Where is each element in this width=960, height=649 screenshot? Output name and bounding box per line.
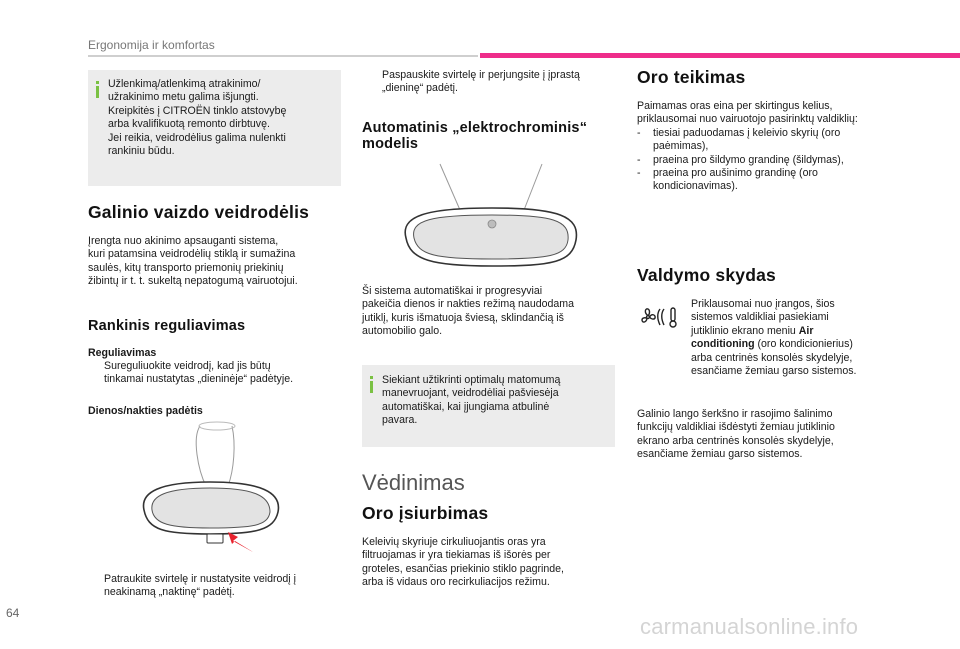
text-line: „dieninę“ padėtį.: [382, 82, 458, 95]
text-line: Keleivių skyriuje cirkuliuojantis oras yra: [362, 536, 546, 548]
text-line: neakinamą „naktinę“ padėtį.: [104, 586, 235, 599]
text-line: pavara.: [382, 414, 418, 427]
text-line: priklausomai nuo vairuotojo pasirinktų valdiklių:: [637, 113, 858, 126]
text-line: automatiškai, kai įjungiama atbulinė: [382, 400, 550, 413]
text-line: Kreipkitės į CITROËN tinklo atstovybę: [108, 104, 287, 117]
header-accent-bar: [480, 53, 960, 58]
text-line: jutiklinio ekrano meniu Air: [691, 324, 814, 337]
mirror-glass: [152, 488, 270, 528]
auto-mirror-illustration: [396, 160, 586, 275]
climate-control-icon: [641, 305, 681, 329]
list-item: - praeina pro šildymo grandinę (šildymas),: [637, 153, 844, 166]
text-line: Priklausomai nuo įrangos, šios: [691, 298, 835, 310]
text-line: esančiame žemiau garso sistemos.: [637, 448, 803, 461]
air-supply-list: [637, 127, 927, 194]
text-line: sistemos valdikliai pasiekiami: [691, 311, 829, 324]
text-line: arba iš vidaus oro recirkuliacijos režimu.: [362, 576, 550, 589]
pull-bullet: [88, 573, 348, 600]
text-line: Paimamas oras eina per skirtingus kelius,: [637, 100, 833, 112]
list-item: - praeina pro aušinimo grandinę (oro kondicionavimas).: [637, 167, 818, 193]
mirror-stem-right: [524, 164, 542, 210]
header-rule: [88, 55, 478, 57]
text-line: Užlenkimą/atlenkimą atrakinimo/: [108, 78, 261, 90]
air-supply-text: [637, 100, 927, 194]
text-line: manevruojant, veidrodėliai pašviesėja: [382, 387, 559, 400]
text-line: esančiame žemiau garso sistemos.: [691, 365, 857, 378]
text-line: Siekiant užtikrinti optimalų matomumą: [382, 374, 561, 386]
section-title-control-panel: Valdymo skydas: [637, 265, 776, 285]
info-box-folding: [88, 70, 341, 186]
text-line: conditioning (oro kondicionierius): [691, 338, 853, 351]
text-line: kuri patamsina veidrodėlių stiklą ir sumažina: [88, 248, 296, 261]
text-line: Galinio lango šerkšno ir rasojimo šalinimo: [637, 408, 833, 420]
list-item: - tiesiai paduodamas į keleivio skyrių (oro paėmimas),: [637, 126, 841, 153]
chapter-title-ventilation: Vėdinimas: [362, 470, 465, 495]
text-line: filtruojamas ir yra tiekiamas iš išorės per: [362, 549, 551, 562]
subsection-title-auto: [362, 120, 587, 152]
info-icon: [370, 376, 373, 394]
title-line: Automatinis „elektrochrominis“: [362, 120, 588, 136]
adjust-bullet: [88, 360, 348, 387]
mirror-intro: [88, 235, 298, 289]
running-header: Ergonomija ir komfortas: [88, 38, 215, 52]
manual-mirror-illustration: [120, 420, 290, 560]
text-line: saulės, kitų transporto priemonių priekinių: [88, 261, 284, 274]
text-line: Ši sistema automatiškai ir progresyviai: [362, 285, 543, 297]
text-line: rankiniu būdu.: [108, 145, 175, 158]
text-line: tinkamai nustatytas „dieninėje“ padėtyje.: [104, 373, 294, 386]
arrow-icon: [228, 532, 253, 552]
mirror-mount-base: [199, 422, 235, 430]
section-title-mirror: Galinio vaizdo veidrodėlis: [88, 202, 310, 222]
light-sensor: [488, 220, 496, 228]
text-line: automobilio galo.: [362, 325, 443, 338]
text-line: Sureguliuokite veidrodį, kad jis būtų: [104, 360, 271, 372]
info-box-reverse: [362, 365, 615, 447]
push-bullet: [362, 69, 622, 96]
page-number: 64: [6, 606, 20, 620]
text-line: Paspauskite svirtelę ir perjungsite į įprastą: [382, 69, 580, 81]
mirror-lever: [207, 534, 223, 543]
text-line: žibintų ir t. t. sukeltą nepatogumą vairuotojui.: [88, 275, 298, 288]
text-line: Įrengta nuo akinimo apsauganti sistema,: [88, 235, 279, 247]
text-line: užrakinimo metu galima išjungti.: [108, 91, 259, 104]
text-line: groteles, esančias priekinio stiklo pagrinde,: [362, 562, 564, 575]
daynight-label: Dienos/nakties padėtis: [88, 405, 203, 417]
text-line: Patraukite svirtelę ir nustatysite veidrodį į: [104, 573, 296, 585]
mirror-stem-left: [440, 164, 460, 210]
text-line: Jei reikia, veidrodėlius galima nulenkti: [108, 131, 286, 144]
text-line: ekrano arba centrinės konsolės skydelyje,: [637, 434, 834, 447]
watermark[interactable]: carmanualsonline.info: [640, 614, 859, 639]
text-line: arba centrinės konsolės skydelyje,: [691, 351, 853, 364]
text-line: arba kvalifikuotą remonto dirbtuvę.: [108, 118, 270, 131]
air-intake-text: [362, 536, 564, 590]
defrost-text: [637, 408, 835, 462]
adjust-label: Reguliavimas: [88, 347, 157, 359]
auto-description: [362, 285, 574, 339]
subsection-title-manual: Rankinis reguliavimas: [88, 318, 246, 334]
text-line: jutiklį, kuris išmatuoja šviesą, sklindančią iš: [362, 311, 564, 324]
info-icon: [96, 81, 99, 99]
control-panel-text: [691, 298, 921, 378]
mirror-mount: [196, 426, 234, 486]
title-line: modelis: [362, 136, 419, 152]
section-title-air-supply: Oro teikimas: [637, 67, 746, 87]
text-line: pakeičia dienos ir nakties režimą naudodama: [362, 298, 574, 311]
section-title-air-intake: Oro įsiurbimas: [362, 503, 489, 523]
text-line: funkcijų valdikliai išdėstyti žemiau jutiklinio: [637, 421, 835, 434]
